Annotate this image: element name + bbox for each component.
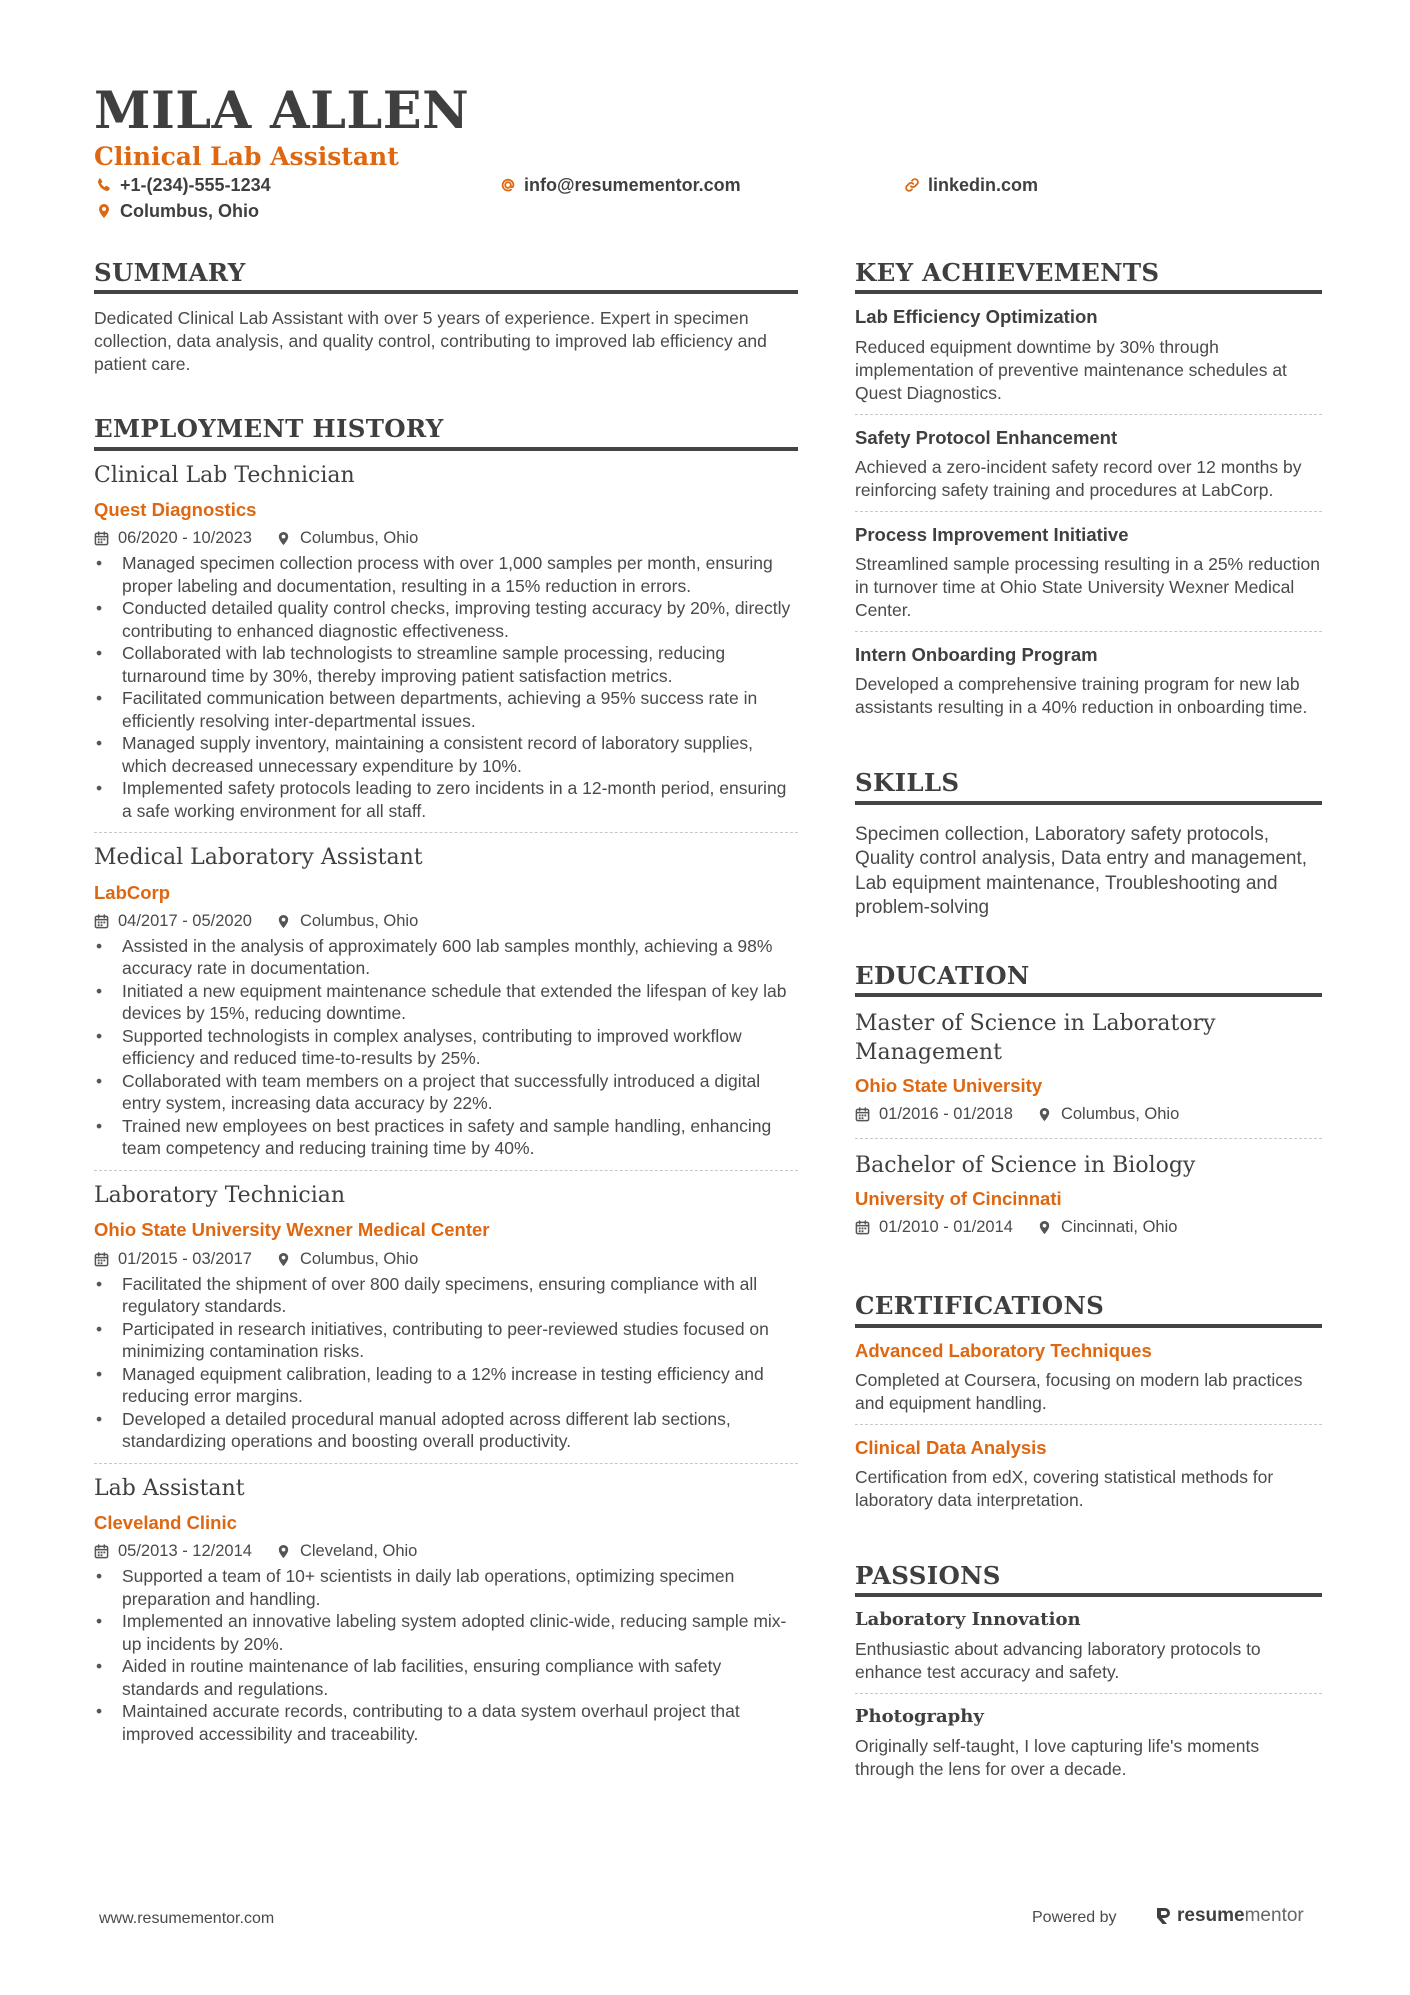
- bullet-item: • Managed supply inventory, maintaining a consistent record of laboratory supplies, which decreased unnecessary expenditure by 10%.: [94, 732, 798, 777]
- achievement-title: Safety Protocol Enhancement: [855, 426, 1118, 448]
- passion-item: [855, 1694, 1322, 1790]
- brand-name-light: mentor: [1244, 1905, 1304, 1926]
- date-range: 01/2016 - 01/2018: [879, 1105, 1013, 1124]
- achievement-item: [855, 632, 1322, 728]
- education-item: [855, 997, 1322, 1139]
- location-text: Columbus, Ohio: [120, 201, 259, 221]
- date-range: 01/2015 - 03/2017: [118, 1249, 252, 1268]
- certification-item: [855, 1328, 1322, 1425]
- summary-section: [94, 258, 798, 376]
- achievement-title: Process Improvement Initiative: [855, 523, 1129, 545]
- contact-phone[interactable]: [96, 176, 271, 194]
- passions-section: [855, 1561, 1322, 1790]
- location-text: Columbus, Ohio: [299, 529, 419, 548]
- achievement-item: [855, 512, 1322, 632]
- passion-text: Enthusiastic about advancing laboratory protocols to enhance test accuracy and safety.: [855, 1639, 1261, 1683]
- achievement-item: [855, 294, 1322, 414]
- map-pin-icon: [1037, 1107, 1052, 1122]
- achievement-text: Developed a comprehensive training program for new lab assistants resulting in a 40% reduction in onboarding time.: [855, 674, 1308, 718]
- bullet-item: • Participated in research initiatives, contributing to peer-reviewed studies focused on minimizing contamination risks.: [94, 1318, 798, 1363]
- job-company: Cleveland Clinic: [94, 1511, 237, 1533]
- job-entry: [94, 1171, 798, 1464]
- bullet-item: • Conducted detailed quality control checks, improving testing accuracy by 20%, directly contributing to enhanced diagnostic effectiveness.: [94, 597, 798, 642]
- section-title-employment: EMPLOYMENT HISTORY: [94, 414, 798, 450]
- job-bullets: [94, 935, 798, 1160]
- bullet-item: • Supported a team of 10+ scientists in daily lab operations, optimizing specimen preparation and handling.: [94, 1565, 798, 1610]
- education-degree: Bachelor of Science in Biology: [855, 1153, 1196, 1179]
- location: [276, 912, 418, 931]
- bullet-item: • Initiated a new equipment maintenance schedule that extended the lifespan of key lab devices by 15%, reducing downtime.: [94, 980, 798, 1025]
- footer-url[interactable]: www.resumementor.com: [99, 1910, 275, 1927]
- certification-text: Completed at Coursera, focusing on modern lab practices and equipment handling.: [855, 1369, 1303, 1413]
- date-location-row: [94, 1250, 798, 1269]
- education-degree: Master of Science in Laboratory Management: [855, 1010, 1216, 1065]
- passion-text: Originally self-taught, I love capturing life's moments through the lens for over a decade.: [855, 1735, 1260, 1779]
- section-title-passions: PASSIONS: [855, 1561, 1322, 1597]
- bullet-item: • Facilitated the shipment of over 800 daily specimens, ensuring compliance with all regulatory standards.: [94, 1273, 798, 1318]
- section-title-education: EDUCATION: [855, 961, 1322, 997]
- calendar-icon: [94, 1544, 109, 1559]
- footer-powered-by: Powered by: [1032, 1909, 1117, 1926]
- candidate-role: Clinical Lab Assistant: [94, 142, 399, 171]
- calendar-icon: [855, 1107, 870, 1122]
- certifications-section: [855, 1291, 1322, 1521]
- date-location-row: [94, 912, 798, 931]
- location-text: Columbus, Ohio: [299, 911, 419, 930]
- bullet-item: • Developed a detailed procedural manual adopted across different lab sections, standardizing operations and boosting overall productivity.: [94, 1408, 798, 1453]
- date-location-row: [94, 529, 798, 548]
- achievement-item: [855, 415, 1322, 512]
- certification-list: [855, 1328, 1322, 1521]
- achievement-text: Streamlined sample processing resulting in a 25% reduction in turnover time at Ohio State University Wexner Medical Center.: [855, 553, 1320, 620]
- education-section: [855, 961, 1322, 1252]
- passion-title: Photography: [855, 1706, 984, 1728]
- left-column: [94, 258, 798, 1755]
- skills-section: [855, 768, 1322, 920]
- date-range: 06/2020 - 10/2023: [118, 529, 252, 548]
- map-pin-icon: [276, 1544, 291, 1559]
- bullet-item: • Maintained accurate records, contributing to a data system overhaul project that improved accessibility and traceability.: [94, 1700, 798, 1745]
- section-title-certifications: CERTIFICATIONS: [855, 1291, 1322, 1327]
- bullet-item: • Implemented safety protocols leading to zero incidents in a 12-month period, ensuring a safe working environment for all staff.: [94, 777, 798, 822]
- achievements-section: [855, 258, 1322, 728]
- bullet-item: • Trained new employees on best practices in safety and sample handling, enhancing team competency and reducing training time by 40%.: [94, 1115, 798, 1160]
- bullet-item: • Collaborated with lab technologists to streamline sample processing, reducing turnaround time by 30%, thereby improving patient satisfaction metrics.: [94, 642, 798, 687]
- job-entry: [94, 451, 798, 834]
- map-pin-icon: [276, 531, 291, 546]
- section-title-skills: SKILLS: [855, 768, 1322, 804]
- brand-name-bold: resume: [1177, 1905, 1245, 1926]
- certification-title: Clinical Data Analysis: [855, 1436, 1047, 1458]
- location: [1037, 1105, 1179, 1124]
- certification-item: [855, 1425, 1322, 1521]
- section-title-achievements: KEY ACHIEVEMENTS: [855, 258, 1322, 294]
- job-company: Ohio State University Wexner Medical Center: [94, 1219, 490, 1241]
- email-text: info@resumementor.com: [524, 175, 741, 195]
- skills-text: Specimen collection, Laboratory safety protocols, Quality control analysis, Data entry and management, Lab equipment maintenance, Troubleshooting and problem-solving: [855, 823, 1308, 919]
- location-text: Cincinnati, Ohio: [1060, 1218, 1178, 1237]
- bullet-item: • Aided in routine maintenance of lab facilities, ensuring compliance with safety standards and regulations.: [94, 1655, 798, 1700]
- link-icon: [904, 177, 920, 193]
- date-location-row: [94, 1542, 798, 1561]
- job-title: Clinical Lab Technician: [94, 462, 355, 488]
- map-pin-icon: [1037, 1220, 1052, 1235]
- date-range: 05/2013 - 12/2014: [118, 1542, 252, 1561]
- calendar-icon: [94, 914, 109, 929]
- job-title: Medical Laboratory Assistant: [94, 845, 423, 871]
- job-company: LabCorp: [94, 881, 171, 903]
- location-text: Cleveland, Ohio: [299, 1542, 418, 1561]
- date-range: 01/2010 - 01/2014: [879, 1218, 1013, 1237]
- linkedin-text: linkedin.com: [928, 175, 1039, 195]
- education-school: University of Cincinnati: [855, 1188, 1062, 1210]
- at-sign-icon: [500, 177, 516, 193]
- job-bullets: [94, 1273, 798, 1453]
- candidate-name: MILA ALLEN: [94, 81, 470, 141]
- map-pin-icon: [276, 1252, 291, 1267]
- job-entry: [94, 833, 798, 1171]
- job-bullets: [94, 552, 798, 822]
- job-title: Lab Assistant: [94, 1475, 245, 1501]
- date-location-row: [855, 1218, 1322, 1237]
- job-bullets: [94, 1565, 798, 1745]
- contact-email[interactable]: [500, 176, 741, 194]
- bullet-item: • Supported technologists in complex analyses, contributing to improved workflow efficiency and reduced time-to-results by 25%.: [94, 1025, 798, 1070]
- bullet-item: • Implemented an innovative labeling system adopted clinic-wide, reducing sample mix-up incidents by 20%.: [94, 1610, 798, 1655]
- education-school: Ohio State University: [855, 1074, 1043, 1096]
- job-entry: [94, 1464, 798, 1756]
- bullet-item: • Collaborated with team members on a project that successfully introduced a digital entry system, increasing data accuracy by 22%.: [94, 1070, 798, 1115]
- job-list: [94, 451, 798, 1755]
- bullet-item: • Managed equipment calibration, leading to a 12% increase in testing efficiency and reducing error margins.: [94, 1363, 798, 1408]
- date-range: 04/2017 - 05/2020: [118, 911, 252, 930]
- achievement-title: Lab Efficiency Optimization: [855, 306, 1098, 328]
- achievement-text: Reduced equipment downtime by 30% through implementation of preventive maintenance schedules at Quest Diagnostics.: [855, 336, 1287, 403]
- calendar-icon: [94, 1252, 109, 1267]
- bullet-item: • Facilitated communication between departments, achieving a 95% success rate in efficiently resolving inter-departmental issues.: [94, 687, 798, 732]
- achievement-text: Achieved a zero-incident safety record over 12 months by reinforcing safety training and procedures at LabCorp.: [855, 456, 1302, 500]
- footer-brand-logo[interactable]: [1155, 1905, 1304, 1927]
- passion-item: [855, 1597, 1322, 1694]
- contact-location: [96, 202, 259, 220]
- job-company: Quest Diagnostics: [94, 499, 257, 521]
- right-column: [855, 258, 1322, 1790]
- bullet-item: • Assisted in the analysis of approximately 600 lab samples monthly, achieving a 98% accuracy rate in documentation.: [94, 935, 798, 980]
- education-item: [855, 1139, 1322, 1251]
- location-text: Columbus, Ohio: [1060, 1105, 1180, 1124]
- calendar-icon: [94, 531, 109, 546]
- job-title: Laboratory Technician: [94, 1182, 346, 1208]
- section-title-summary: SUMMARY: [94, 258, 798, 294]
- location: [276, 1250, 418, 1269]
- location: [1037, 1218, 1177, 1237]
- passion-title: Laboratory Innovation: [855, 1609, 1081, 1631]
- certification-title: Advanced Laboratory Techniques: [855, 1339, 1152, 1361]
- map-pin-icon: [96, 203, 112, 219]
- achievement-title: Intern Onboarding Program: [855, 643, 1098, 665]
- summary-text: Dedicated Clinical Lab Assistant with over 5 years of experience. Expert in specimen collection, data analysis, and quality control, contributing to improved lab efficiency and patient care.: [94, 308, 767, 375]
- location: [276, 1542, 417, 1561]
- map-pin-icon: [276, 914, 291, 929]
- bullet-item: • Managed specimen collection process with over 1,000 samples per month, ensuring proper labeling and documentation, resulting in a 15% reduction in errors.: [94, 552, 798, 597]
- contact-linkedin[interactable]: [904, 176, 1038, 194]
- date-location-row: [855, 1105, 1322, 1124]
- education-list: [855, 997, 1322, 1251]
- achievement-list: [855, 294, 1322, 728]
- passion-list: [855, 1597, 1322, 1789]
- phone-text: +1-(234)-555-1234: [120, 175, 271, 195]
- certification-text: Certification from edX, covering statistical methods for laboratory data interpretation.: [855, 1467, 1274, 1511]
- location-text: Columbus, Ohio: [299, 1249, 419, 1268]
- phone-icon: [96, 177, 112, 193]
- calendar-icon: [855, 1220, 870, 1235]
- employment-section: [94, 414, 798, 1755]
- location: [276, 529, 418, 548]
- resumementor-logo-icon: [1155, 1906, 1171, 1926]
